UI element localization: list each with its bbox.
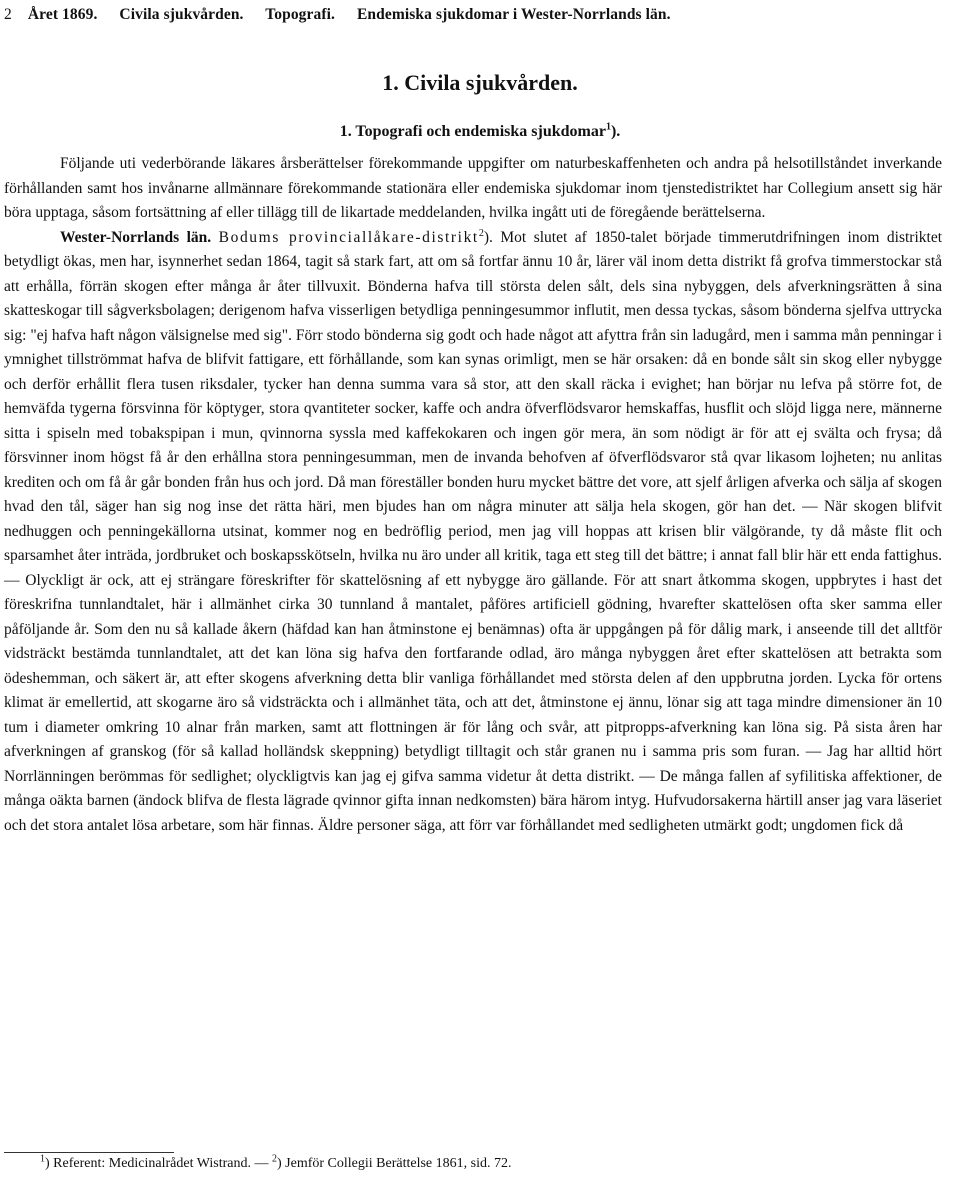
footnote-2-mark: 2 bbox=[272, 1153, 277, 1165]
footnotes bbox=[40, 1153, 940, 1172]
running-head-year: Året 1869. bbox=[27, 6, 98, 23]
section-title bbox=[0, 123, 960, 141]
running-head bbox=[4, 6, 944, 24]
section-title-note-paren: ). bbox=[610, 123, 621, 140]
footnote-separator: — bbox=[254, 1156, 269, 1171]
section-title-note-mark: 1 bbox=[605, 121, 611, 133]
page-number: 2 bbox=[4, 6, 12, 23]
district-note-mark: 2 bbox=[478, 227, 484, 239]
district-name: Bodums provinciallåkare-distrikt bbox=[218, 228, 479, 246]
chapter-title: 1. Civila sjukvården. bbox=[382, 70, 578, 95]
running-head-part1: Civila sjukvården. bbox=[119, 6, 244, 23]
running-head-part3: Endemiska sjukdomar i Wester-Norrlands län. bbox=[356, 6, 671, 23]
main-paragraph-text: ). Mot slutet af 1850-talet började timmerutdrifningen inom distriktet betydligt ökas, men har, isynnerhet sedan 1864, tagit så stark fart, att om så fortfar ännu 10 år, lärer väl inom detta distrikt få grofva timmerstockar stå att erhålla, förrän skogen efter många år åter tillvuxit. Bönderna hafva till största delen sålt, dels sina nybyggen, dels afverkningsrätten å sina skatteskogar till sågverksbolagen; derigenom hafva visserligen betydliga penningesummor influtit, men dessa tyckas, såsom bönderna sjelfva uttrycka sig: "ej hafva haft någon välsignelse med sig". Förr stodo bönderna sig godt och hade något att afyttra från sin ladugård, men i samma mån penningar i ymnighet tillströmmat hafva de blifvit fattigare, ett förhållande, som kan synas orimligt, men se här orsaken: då en bonde sålt sin skog eller nybygge och derför erhållit flera tusen riksdaler, tycker han denna summa vara så stor, att den skall räcka i evighet; han börjar nu lefva på större fot, de hemväfda tygerna försvinna för köptyger, stora qvantiteter socker, kaffe och andra öfverflödsvaror hemskaffas, husflit och slöjd ligga nere, männerne sitta i spiseln med tobakspipan i mun, qvinnorna syssla med kaffekokaren och ingen gör mera, än som nödigt är för att ej svälta och frysa; då försvinner inom högst få år den erhållna stora penningesumman, men de invanda behofven af öfverflödsvaror stå qvar likasom lojheten; nu anlitas krediten och om få år går bonden från hus och jord. Då man föreställer bonden huru mycket bättre det vore, att sjelf årligen afverka och sälja af skogen hvad den tål, säger han sig nog inse det rätta häri, men bjudes han om några minuter att sälja hela skogen, gör han det. — När skogen blifvit nedhuggen och penningekällorna utsinat, kommer nog en bedröflig period, men jag vill hoppas att krisen blir välgörande, ty då måste flit och sparsamhet åter inträda, jordbruket och boskapsskötseln, hvilka nu äro under all kritik, taga ett steg till det bättre; i annat fall blir här ett enda fattighus. — Olyckligt är ock, att ej strängare föreskrifter för skattelösning af ett nybygge äro gällande. För att snart åtkomma skogen, uppbrytes i hast det föreskrifna tunnlandtalet, här i allmänhet cirka 30 tunnland å mantalet, påföres artificiell gödning, hvarefter skattelösen ofta sker samma eller påföljande år. Som den nu så kallade åkern (häfdad kan han åtminstone ej benämnas) ofta är uppgången på för dålig mark, i anseende till det alltför vidsträckt bestämda tunnlandtalet, att det kan löna sig hafva den fortfarande odlad, äro många nybyggen året efter skattelösen att betrakta som ödeshemman, och säkert är, att efter skogens afverkning detta blir vanliga förhållandet med största delen af den uppbrutna jorden. Lycka för ortens klimat är emellertid, att skogarne äro så vidsträckta och i allmänhet täta, och att det, åtminstone ej ännu, lönar sig att taga mindre dimensioner än 10 tum i diameter omkring 10 alnar från marken, samt att flottningen är för lång och svår, att pitpropps-afverkning kan löna sig. På sista åren har afverkningen af granskog (för så kallad holländsk skeppning) betydligt tilltagit och står granen nu i samma pris som furan. — Jag har alltid hört Norrlänningen berömmas för sedlighet; olyckligtvis kan jag ej gifva samma videtur åt detta distrikt. — De många fallen af syfilitiska affektioner, de många oäkta barnen (ändock blifva de flesta lägrade qvinnor gifta innan nedkomsten) bära härom intyg. Hufvudorsakerna härtill anser jag vara läseriet och det stora antalet lösa arbetare, som här finnas. Äldre personer säga, att förr var förhållandet med sedligheten utmärkt godt; ungdomen fick då bbox=[4, 228, 943, 834]
region-name: Wester-Norrlands län. bbox=[60, 228, 212, 246]
footnote-rule bbox=[4, 1152, 174, 1153]
footnote-1-text: ) Referent: Medicinalrådet Wistrand. bbox=[45, 1156, 251, 1171]
intro-paragraph: Följande uti vederbörande läkares årsberättelser förekommande uppgifter om naturbeskaffenheten och andra på helsotillståndet inverkande förhållanden samt hos invånarne allmännare förekommande stationära eller endemiska sjukdomar inom tjenstedistriktet har Collegium ansett sig här böra upptaga, såsom fortsättning af eller tillägg till de likartade meddelanden, hvilka ingått uti de föregående berättelserna. bbox=[4, 155, 942, 221]
footnote-1-mark: 1 bbox=[40, 1153, 45, 1165]
section-title-text: 1. Topografi och endemiska sjukdomar bbox=[339, 123, 606, 140]
running-head-part2: Topografi. bbox=[265, 6, 335, 23]
footnote-2-text: ) Jemför Collegii Berättelse 1861, sid. 72. bbox=[277, 1156, 512, 1171]
main-paragraph bbox=[4, 226, 942, 839]
body-text bbox=[4, 152, 942, 838]
